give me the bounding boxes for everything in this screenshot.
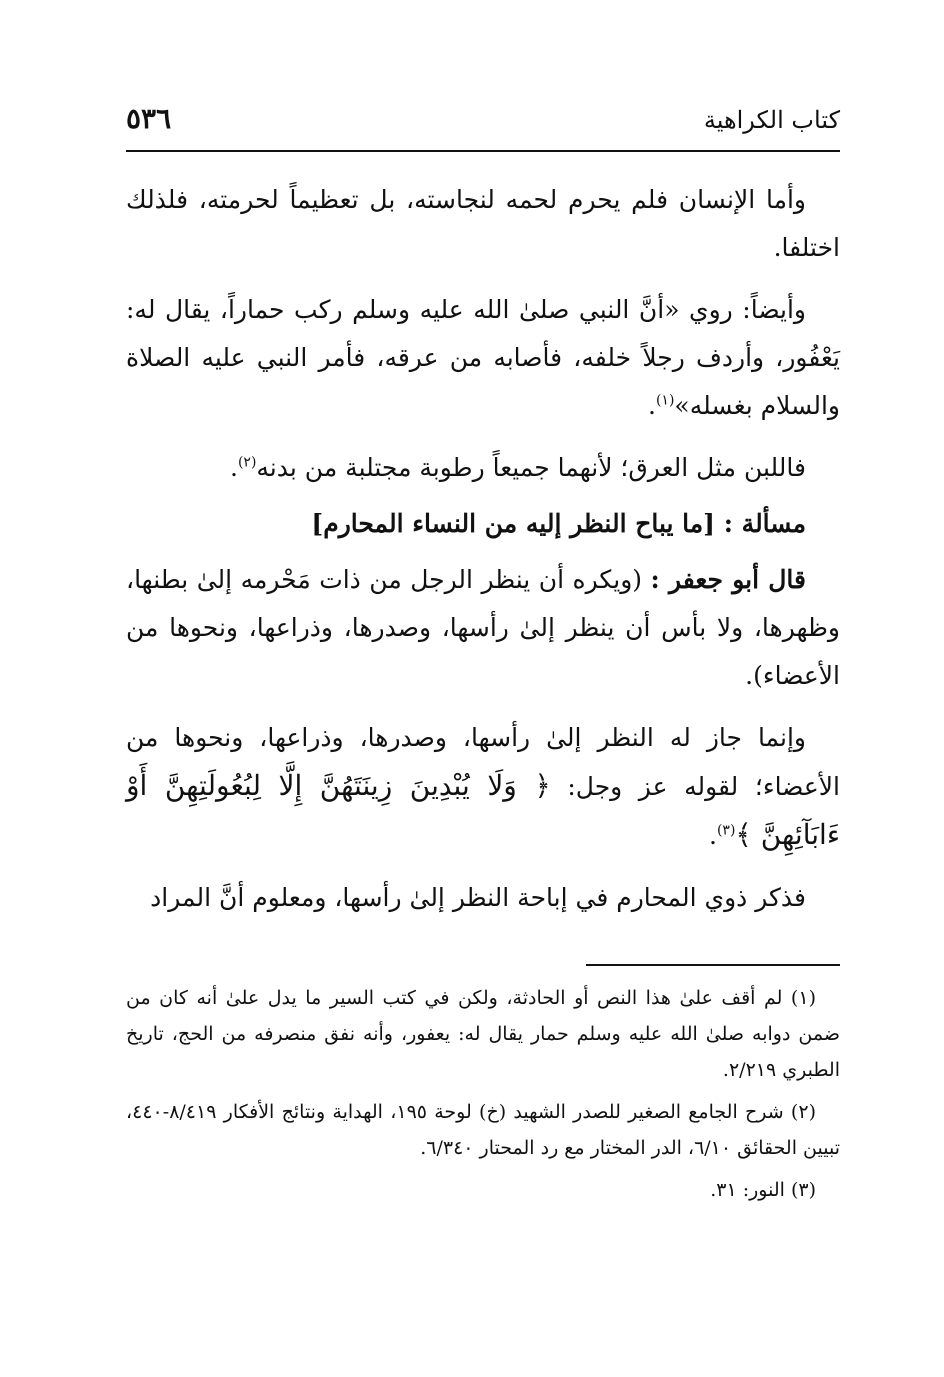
footnote-ref: (٣) [716, 822, 736, 839]
footnote: (٢) شرح الجامع الصغير للصدر الشهيد (خ) لوحة ١٩٥، الهداية ونتائج الأفكار ٨/٤١٩-٤٤٠، تبيين الحقائق ٦/١٠، الدر المختار مع رد المحتار ٦/٣٤٠. [126, 1101, 840, 1159]
quote-author: قال أبو جعفر : [650, 565, 806, 594]
paragraph [126, 556, 840, 700]
footnotes [126, 980, 840, 1214]
footnote-ref: (١) [655, 392, 675, 409]
paragraph [126, 714, 840, 860]
paragraph-text: وأما الإنسان فلم يحرم لحمه لنجاسته، بل تعظيماً لحرمته، فلذلك اختلفا. [126, 185, 840, 262]
section-label: مسألة : [723, 509, 806, 538]
paragraph [126, 286, 840, 430]
paragraph-text: وإنما جاز له النظر إلىٰ رأسها، وصدرها، وذراعها، ونحوها من الأعضاء؛ لقوله عز وجل: [126, 723, 840, 801]
section-heading [126, 500, 840, 548]
quran-verse: ﴿ وَلَا يُبْدِينَ زِينَتَهُنَّ إِلَّا لِبُعُولَتِهِنَّ أَوْ ءَابَآئِهِنَّ ﴾ [126, 769, 840, 851]
paragraph [126, 176, 840, 272]
page-number: ٥٣٦ [126, 102, 172, 135]
footnote: (٣) النور: ٣١. [710, 1179, 816, 1201]
section-title: [ما يباح النظر إليه من النساء المحارم] [311, 509, 716, 538]
paragraph-text: فاللبن مثل العرق؛ لأنهما جميعاً رطوبة مجتلبة من بدنه [256, 453, 806, 482]
footnote: (١) لم أقف علىٰ هذا النص أو الحادثة، ولكن في كتب السير ما يدل علىٰ أنه كان من ضمن دوابه صلىٰ الله عليه وسلم حمار يقال له: يعفور، وأنه نفق منصرفه من الحج، تاريخ الطبري ٢/٢١٩. [126, 987, 840, 1081]
footnote-ref: (٢) [237, 454, 257, 471]
punctuation: . [229, 453, 238, 482]
paragraph-text: (ويكره أن ينظر الرجل من ذات مَحْرمه إلىٰ بطنها، وظهرها، ولا بأس أن ينظر إلىٰ رأسها، وصدرها، وذراعها، ونحوها من الأعضاء). [126, 565, 840, 690]
paragraph-text: فذكر ذوي المحارم في إباحة النظر إلىٰ رأسها، ومعلوم أنَّ المراد [150, 883, 806, 912]
punctuation: . [648, 391, 656, 420]
paragraph-text: وأيضاً: روي «أنَّ النبي صلىٰ الله عليه وسلم ركب حماراً، يقال له: يَعْفُور، وأردف رجلاً خلفه، فأصابه من عرقه، فأمر النبي عليه الصلاة والسلام بغسله» [126, 295, 840, 420]
paragraph [126, 444, 840, 492]
footnote-separator [586, 964, 840, 966]
paragraph [126, 874, 840, 922]
running-title: كتاب الكراهية [703, 106, 840, 134]
punctuation: . [708, 821, 717, 850]
main-text [126, 176, 840, 936]
page-header [126, 100, 840, 152]
